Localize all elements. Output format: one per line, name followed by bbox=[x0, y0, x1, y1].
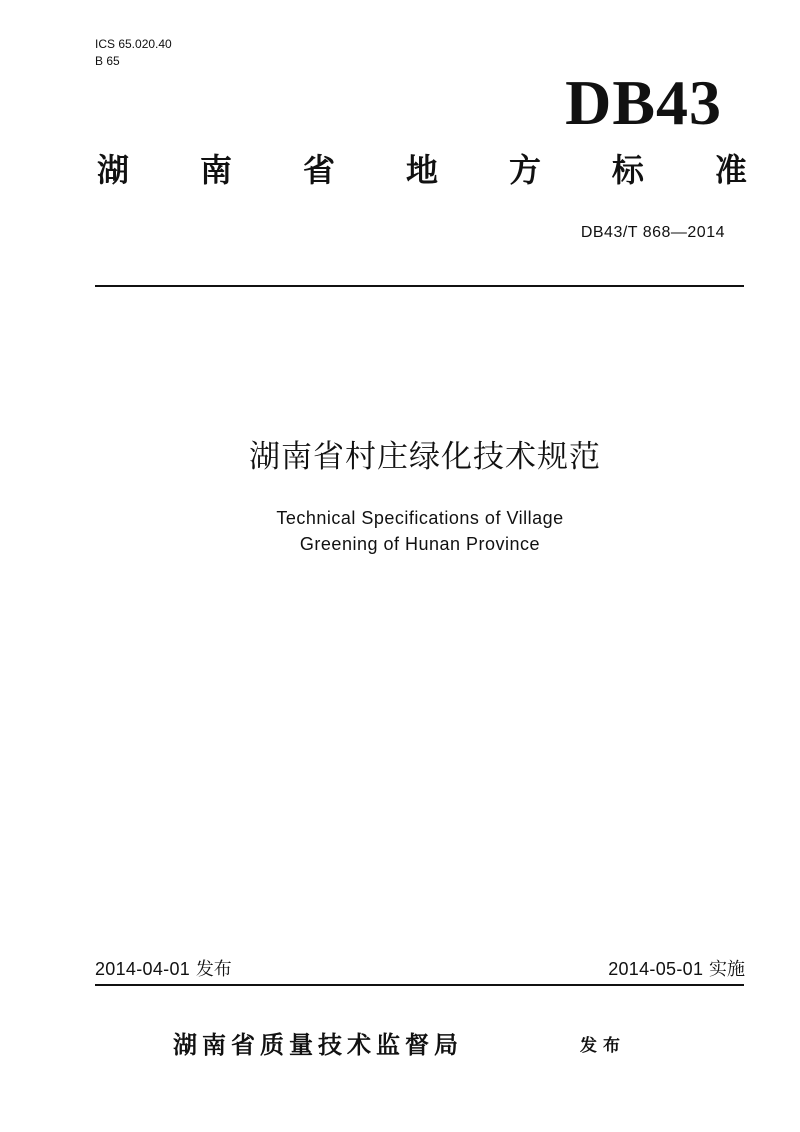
standard-type-char: 湖 bbox=[97, 151, 130, 189]
dates-row bbox=[95, 958, 745, 981]
publish-date-group bbox=[95, 958, 232, 981]
standard-type-char: 南 bbox=[199, 151, 232, 189]
publish-label: 发布 bbox=[195, 959, 232, 980]
ics-code: ICS 65.020.40 bbox=[95, 37, 172, 51]
standard-number: DB43/T 868—2014 bbox=[580, 224, 725, 241]
issuing-authority: 湖南省质量技术监督局 bbox=[173, 1031, 463, 1059]
classification-codes bbox=[95, 36, 172, 70]
standard-type-char: 标 bbox=[611, 151, 644, 189]
standard-type-char: 省 bbox=[302, 151, 335, 189]
standard-type-char: 地 bbox=[405, 151, 438, 189]
publish-date: 2014-04-01 bbox=[95, 959, 191, 979]
standard-type-char: 方 bbox=[508, 151, 541, 189]
english-title-line-1: Technical Specifications of Village bbox=[276, 508, 564, 528]
ccs-code: B 65 bbox=[95, 54, 120, 68]
implement-date: 2014-05-01 bbox=[608, 959, 704, 979]
db-logo: DB43 bbox=[565, 67, 722, 138]
implement-label: 实施 bbox=[709, 959, 745, 980]
bottom-divider bbox=[95, 984, 744, 986]
implement-date-group bbox=[608, 958, 745, 981]
english-title-line-2: Greening of Hunan Province bbox=[299, 534, 541, 554]
issue-action: 发布 bbox=[580, 1036, 626, 1056]
standard-type-heading bbox=[97, 150, 747, 190]
top-divider bbox=[95, 285, 744, 287]
standard-type-char: 准 bbox=[714, 151, 747, 189]
chinese-title: 湖南省村庄绿化技术规范 bbox=[249, 439, 601, 475]
english-title bbox=[0, 505, 800, 557]
